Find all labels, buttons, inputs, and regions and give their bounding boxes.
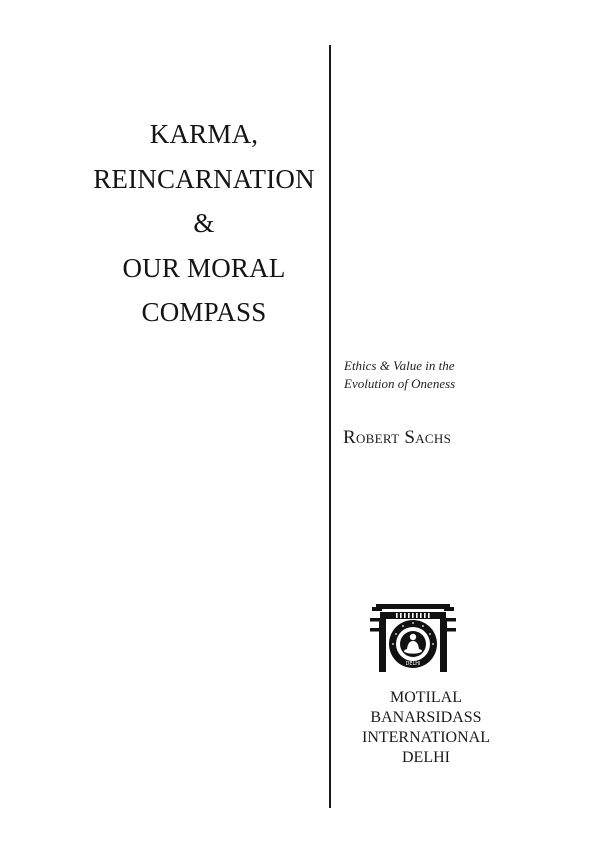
center-divider-rule	[329, 45, 331, 808]
publisher-line-4: DELHI	[402, 749, 450, 766]
title-line-3: &	[193, 208, 215, 238]
publisher-line-3: INTERNATIONAL	[362, 729, 490, 746]
book-subtitle	[344, 357, 455, 393]
publisher-line-1: MOTILAL	[390, 689, 462, 706]
publisher-line-2: BANARSIDASS	[370, 709, 482, 726]
title-line-2: REINCARNATION	[93, 163, 315, 194]
publisher-imprint	[341, 688, 511, 768]
author-name	[343, 427, 451, 449]
publisher-logo-icon	[370, 604, 456, 672]
subtitle-line-1: Ethics & Value in the	[344, 358, 455, 373]
subtitle-line-2: Evolution of Oneness	[344, 376, 456, 391]
title-line-4: OUR MORAL	[122, 252, 286, 283]
author-name-text: Robert Sachs	[343, 427, 452, 448]
title-line-5: COMPASS	[141, 297, 267, 327]
logo-city-text: DELHI	[405, 661, 421, 667]
title-line-1: KARMA,	[149, 119, 259, 149]
book-title	[84, 112, 324, 335]
